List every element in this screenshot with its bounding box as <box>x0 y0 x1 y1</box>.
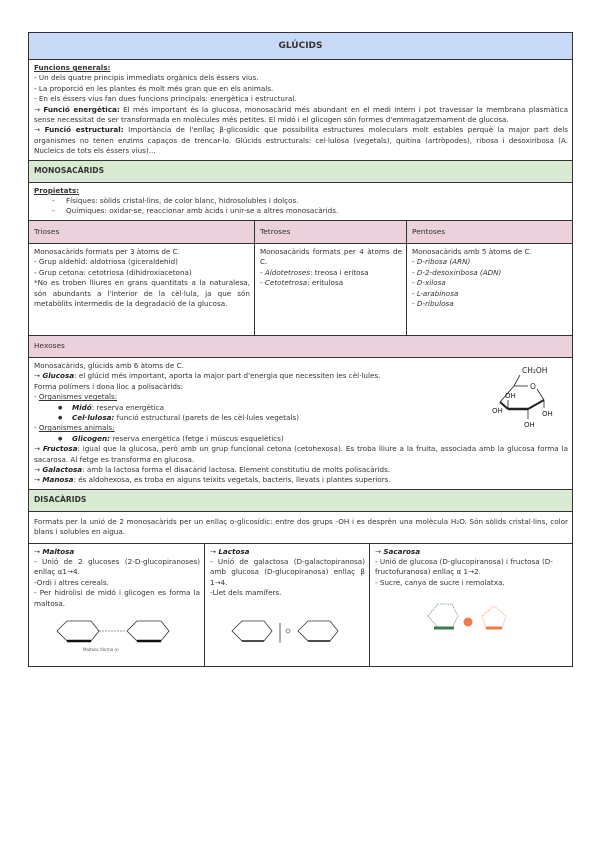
lactosa-title: → Lactosa <box>210 546 250 556</box>
maltosa-title: → Maltosa <box>34 546 75 556</box>
animal-heading-text: Organismes animals: <box>38 423 115 433</box>
structural-function <box>34 125 568 156</box>
maltose-structure-icon <box>34 613 200 653</box>
polysaccharide-item <box>58 403 568 413</box>
maltosa-line: -Ordi i altres cereals. <box>34 577 109 587</box>
lactosa-cell <box>205 544 370 666</box>
disaccharides-intro: Formats per la unió de 2 monosacàrids per un enllaç o-glicosídic: entre dos grups -OH i es desprèn una molècula H₂O. Són sòlids cristal·lins, color blans i solubles en aigua. <box>29 512 572 544</box>
manosa-label: Manosa <box>42 475 74 485</box>
item-label: Glicogen: <box>72 433 111 443</box>
pentose-item: - D-ribosa (ARN) <box>412 257 471 267</box>
galactosa-label: Galactosa <box>42 464 83 474</box>
hexoses-intro: Monosacàrids, glúcids amb 6 àtoms de C. <box>34 360 184 370</box>
monosaccharides-heading: MONOSACÀRIDS <box>29 161 572 183</box>
general-line: - Un dels quatre principis immediats orgànics dels éssers vius. <box>34 73 259 83</box>
svg-text:OH: OH <box>524 420 535 429</box>
lactosa-line: - Unió de galactosa (D-galactopiranosa) amb glucosa (D-glucopiranosa) enllaç β 1→4. <box>210 556 365 587</box>
monosaccharide-types-body <box>29 244 572 336</box>
pentoses-line: Monosacàrids amb 5 àtoms de C. <box>412 246 532 256</box>
sacarosa-line: - Sucre, canya de sucre i remolatxa. <box>375 577 505 587</box>
pentose-item: - L-arabinosa <box>412 288 459 298</box>
maltosa-line: - Unió de 2 glucoses (2-D-glucopiranoses) enllaç α1→4. <box>34 556 200 577</box>
general-line: - La proporció en les plantes és molt més gran que en els animals. <box>34 83 274 93</box>
galactosa-text: : amb la lactosa forma el disacàrid lactosa. Element constitutiu de molts polisacàrids. <box>82 464 391 474</box>
svg-text:OH: OH <box>505 391 516 400</box>
pentose-name: D-ribulosa <box>416 298 454 308</box>
glucosa-line: → Glucosa: el glúcid més important, aporta la major part d'energia que necessiten les cèl·lules. <box>34 371 381 381</box>
item-text: reserva energètica (fetge i múscus esquelètics) <box>110 433 284 443</box>
pentose-name: D-xilosa <box>416 278 446 288</box>
svg-text:OH: OH <box>492 406 503 415</box>
ceto-text: : eritulosa <box>307 278 344 288</box>
hexoses-body <box>29 358 572 490</box>
property-item: - Físiques: sòlids cristal·lins, de color blanc, hidrosolubles i dolços. <box>52 196 568 206</box>
polysaccharide-item <box>58 434 568 444</box>
disaccharides-heading: DISACÀRIDS <box>29 490 572 512</box>
lactose-structure-icon <box>210 609 365 653</box>
hexoses-heading: Hexoses <box>29 336 572 358</box>
svg-text:CH₂OH: CH₂OH <box>522 365 548 375</box>
maltosa-line: - Per hidròlisi de midó i glicogen es forma la maltosa. <box>34 588 200 608</box>
arrow-icon: → <box>34 125 45 135</box>
energetic-text: El més important és la glucosa, monosacàrid més abundant en el medi intern i pot travessar la membrana plasmàtica sense necessitat de ser transformada en molècules més petites. El midó i el glicogen són formes d'emmagatzemament de glucosa. <box>34 104 569 125</box>
tetroses-line: Monosacàrids formats per 4 àtoms de C. <box>260 246 402 267</box>
glucosa-text: : el glúcid més important, aporta la major part d'energia que necessiten les cèl·lules. <box>74 371 381 381</box>
aldo-label: Aldotetroses <box>264 267 311 277</box>
maltosa-label: Maltosa <box>42 546 75 556</box>
sacarosa-title: → Sacarosa <box>375 546 421 556</box>
lactosa-label: Lactosa <box>218 546 250 556</box>
fructosa-text: : igual que la glucosa, però amb un grup funcional cetona (cetohexosa). Es troba lliure a la fruita, associada amb la glucosa forma la sacarosa. Al fetge es transforma en glucosa. <box>34 444 568 464</box>
vegetal-heading: - Organismes vegetals: <box>34 392 118 402</box>
pentoses-cell <box>407 244 572 335</box>
sucrose-structure-icon <box>375 594 568 646</box>
monosaccharide-types-header <box>29 221 572 244</box>
trioses-cell <box>29 244 255 335</box>
item-label: Cel·lulosa: <box>72 412 115 422</box>
property-item: - Químiques: oxidar-se, reaccionar amb àcids i unir-se a altres monosacàrids. <box>52 206 568 216</box>
pentose-name: D-2-desoxiribosa (ADN) <box>416 267 502 277</box>
general-heading: Funcions generals: <box>34 63 111 72</box>
trioses-line: Monosacàrids formats per 3 àtoms de C. <box>34 246 180 256</box>
svg-text:OH: OH <box>542 409 553 418</box>
document-page <box>28 32 573 667</box>
tetroses-cell <box>255 244 407 335</box>
vegetal-heading-text: Organismes vegetals: <box>38 392 118 402</box>
pentose-item: - D-2-desoxiribosa (ADN) <box>412 267 502 277</box>
tetroses-aldo: - Aldotetroses: treosa i eritosa <box>260 267 369 277</box>
structural-text: Importància de l'enllaç β-glicosídic que possibilita estructures moleculars molt estables perquè la major part dels organismes no tenen enzims capaços de trencar-lo. Glúcids estructurals: cel·lulosa (vegetals), quitina (artròpodes), ribosa i desoxiribosa (A. Nucleics de tots els éssers vius)... <box>34 125 568 156</box>
galactosa-line: → Galactosa: amb la lactosa forma el disacàrid lactosa. Element constitutiu de molts polisacàrids. <box>34 464 391 474</box>
page-title: GLÚCIDS <box>29 33 572 60</box>
trioses-note: *No es troben lliures en grans quantitats a la naturalesa, són abundants a l'interior de la cèl·lula, ja que són metabòlits intermedis de la degradació de la glucosa. <box>34 278 250 308</box>
general-line: - En els éssers vius fan dues funcions principals: energètica i estructural. <box>34 94 297 104</box>
fructosa-line: → Fructosa: igual que la glucosa, però amb un grup funcional cetona (cetohexosa). Es troba lliure a la fruita, associada amb la glucosa forma la sacarosa. Al fetge es transforma en glucosa. <box>34 444 568 464</box>
pentose-name: L-arabinosa <box>416 288 459 298</box>
item-label: Midó <box>72 402 92 412</box>
tetroses-ceto: - Cetotetrosa: eritulosa <box>260 278 344 288</box>
manosa-text: : és aldohexosa, es troba en alguns teixits vegetals, bacteris, llevats i plantes superiors. <box>73 475 391 485</box>
properties-heading: Propietats: <box>34 185 80 195</box>
svg-text:O: O <box>530 381 536 391</box>
energetic-label: Funció energètica: <box>43 104 120 114</box>
general-functions <box>29 60 572 161</box>
col-pentoses: Pentoses <box>412 226 446 236</box>
sacarosa-label: Sacarosa <box>383 546 421 556</box>
trioses-line: - Grup cetona: cetotriosa (dihidroxiacetona) <box>34 267 192 277</box>
pentose-name: D-ribosa (ARN) <box>416 257 471 267</box>
lactosa-line: -Llet dels mamífers. <box>210 588 282 598</box>
arrow-icon: → <box>34 104 44 114</box>
ceto-label: Cetotetrosa <box>264 278 308 288</box>
sacarosa-line: - Unió de glucosa (D-glucopiranosa) i fructosa (D-fructofuranosa) enllaç α 1→2. <box>375 556 553 577</box>
aldo-text: : treosa i eritosa <box>310 267 369 277</box>
energetic-function <box>34 105 568 126</box>
polysaccharide-item <box>58 413 568 423</box>
item-text: funció estructural (parets de les cèl·lules vegetals) <box>114 412 300 422</box>
fructosa-label: Fructosa <box>42 444 78 454</box>
monosaccharides-properties <box>29 183 572 221</box>
pentose-item: - D-ribulosa <box>412 298 454 308</box>
animal-heading: - Organismes animals: <box>34 423 115 433</box>
manosa-line: → Manosa: és aldohexosa, es troba en alguns teixits vegetals, bacteris, llevats i plantes superiors. <box>34 475 391 485</box>
disaccharide-types <box>29 544 572 666</box>
polymers-line: Forma polímers i dona lloc a polisacàrids: <box>34 381 184 391</box>
sacarosa-cell <box>370 544 572 666</box>
svg-text:Maltosa (forma α): Maltosa (forma α) <box>83 647 119 652</box>
col-trioses: Trioses <box>29 221 255 243</box>
pentose-item: - D-xilosa <box>412 278 446 288</box>
item-text: : reserva energètica <box>91 402 165 412</box>
structural-label: Funció estructural: <box>44 125 124 135</box>
glucosa-label: Glucosa <box>42 371 75 381</box>
trioses-line: - Grup aldehid: aldotriosa (giceraldehid) <box>34 257 178 267</box>
col-tetroses: Tetroses <box>255 221 407 243</box>
maltosa-cell <box>29 544 205 666</box>
